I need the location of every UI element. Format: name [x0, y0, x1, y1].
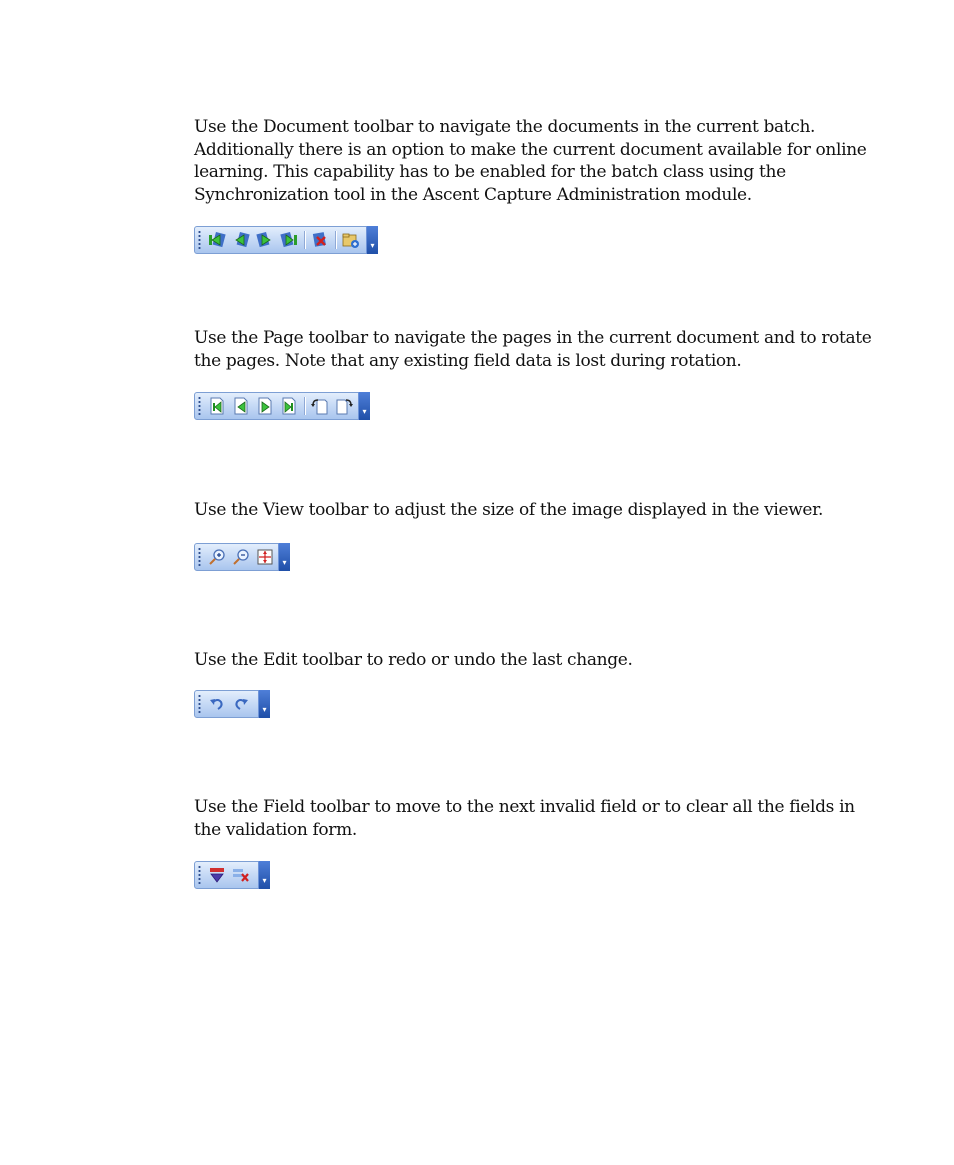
online-learning-icon[interactable] — [341, 230, 361, 250]
field-toolbar — [194, 861, 270, 889]
toolbar-grip[interactable] — [198, 694, 201, 714]
field-toolbar-description: Use the Field toolbar to move to the next invalid field or to clear all the fields in the validation form. — [194, 797, 855, 840]
toolbar-grip[interactable] — [198, 547, 201, 567]
edit-toolbar — [194, 690, 270, 718]
undo-icon[interactable] — [207, 694, 227, 714]
rotate-right-icon[interactable] — [334, 396, 354, 416]
view-toolbar-description: Use the View toolbar to adjust the size of the image displayed in the viewer. — [194, 500, 824, 520]
toolbar-options-button[interactable]: ▾ — [258, 861, 270, 889]
document-toolbar-description: Use the Document toolbar to navigate the documents in the current batch. Additionally there is an option to make the current document available for online learning. This capability has to be enabled for the batch class using the Synchronization tool in the Ascent Capture Administration module. — [194, 117, 867, 205]
clear-fields-icon[interactable] — [231, 865, 251, 885]
fit-to-window-icon[interactable] — [255, 547, 275, 567]
page-toolbar — [194, 392, 370, 420]
last-page-icon[interactable] — [279, 396, 299, 416]
toolbar-options-button[interactable]: ▾ — [366, 226, 378, 254]
toolbar-grip[interactable] — [198, 396, 201, 416]
edit-toolbar-description: Use the Edit toolbar to redo or undo the last change. — [194, 650, 633, 670]
previous-document-icon[interactable] — [231, 230, 251, 250]
redo-icon[interactable] — [231, 694, 251, 714]
next-page-icon[interactable] — [255, 396, 275, 416]
document-toolbar — [194, 226, 378, 254]
next-document-icon[interactable] — [255, 230, 275, 250]
rotate-left-icon[interactable] — [310, 396, 330, 416]
toolbar-options-button[interactable]: ▾ — [358, 392, 370, 420]
reject-document-icon[interactable] — [310, 230, 330, 250]
view-toolbar — [194, 543, 290, 571]
zoom-out-icon[interactable] — [231, 547, 251, 567]
first-page-icon[interactable] — [207, 396, 227, 416]
first-document-icon[interactable] — [207, 230, 227, 250]
toolbar-grip[interactable] — [198, 230, 201, 250]
zoom-in-icon[interactable] — [207, 547, 227, 567]
previous-page-icon[interactable] — [231, 396, 251, 416]
toolbar-grip[interactable] — [198, 865, 201, 885]
toolbar-options-button[interactable]: ▾ — [258, 690, 270, 718]
next-invalid-field-icon[interactable] — [207, 865, 227, 885]
toolbar-separator — [304, 231, 305, 249]
toolbar-separator — [304, 397, 305, 415]
toolbar-separator — [335, 231, 336, 249]
page-toolbar-description: Use the Page toolbar to navigate the pages in the current document and to rotate the pages. Note that any existing field data is lost during rotation. — [194, 328, 872, 371]
last-document-icon[interactable] — [279, 230, 299, 250]
toolbar-options-button[interactable]: ▾ — [278, 543, 290, 571]
